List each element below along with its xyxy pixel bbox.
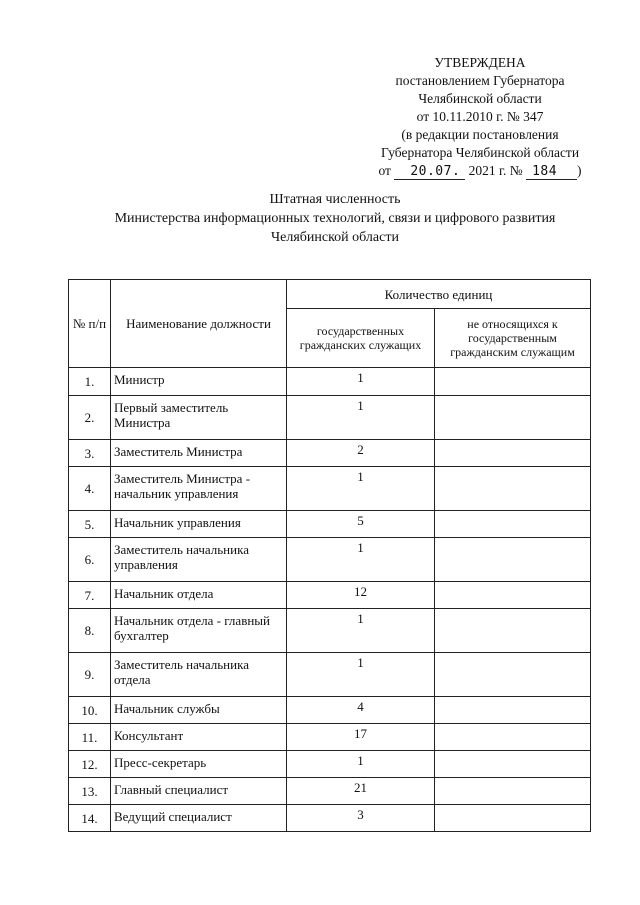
- table-row: [69, 609, 591, 653]
- approval-date: 20.07.: [394, 164, 465, 180]
- row-non-civil-count: [435, 511, 591, 538]
- title-line: Штатная численность: [269, 192, 401, 207]
- row-position: Главный специалист: [111, 778, 287, 805]
- row-position: Заместитель начальника отдела: [111, 653, 287, 697]
- row-civil-count: 1: [287, 396, 435, 440]
- table-row: [69, 697, 591, 724]
- row-position: Первый заместитель Министра: [111, 396, 287, 440]
- approval-line: (в редакции постановления: [401, 127, 559, 142]
- row-non-civil-count: [435, 724, 591, 751]
- approval-line: постановлением Губернатора: [395, 73, 565, 88]
- table-row: [69, 653, 591, 697]
- approval-year: 2021 г. №: [468, 163, 523, 178]
- header-non-civil: не относящихся к государственным гражданским служащим: [435, 309, 591, 368]
- row-non-civil-count: [435, 368, 591, 396]
- row-civil-count: 1: [287, 368, 435, 396]
- row-number: 13.: [69, 778, 111, 805]
- row-civil-count: 3: [287, 805, 435, 832]
- table-row: [69, 724, 591, 751]
- row-number: 10.: [69, 697, 111, 724]
- row-civil-count: 1: [287, 653, 435, 697]
- row-number: 8.: [69, 609, 111, 653]
- approval-number: 184: [526, 164, 577, 180]
- row-number: 9.: [69, 653, 111, 697]
- table-row: [69, 538, 591, 582]
- row-position: Начальник отдела - главный бухгалтер: [111, 609, 287, 653]
- row-civil-count: 17: [287, 724, 435, 751]
- row-number: 1.: [69, 368, 111, 396]
- document-title: [40, 190, 630, 247]
- approval-prefix: от: [378, 163, 391, 178]
- table-row: [69, 805, 591, 832]
- row-position: Пресс-секретарь: [111, 751, 287, 778]
- row-number: 6.: [69, 538, 111, 582]
- row-civil-count: 21: [287, 778, 435, 805]
- title-line: Челябинской области: [271, 230, 399, 245]
- table-row: [69, 396, 591, 440]
- row-position: Заместитель Министра: [111, 440, 287, 467]
- title-line: Министерства информационных технологий, связи и цифрового развития: [114, 211, 556, 226]
- row-non-civil-count: [435, 653, 591, 697]
- table-row: [69, 511, 591, 538]
- row-position: Начальник управления: [111, 511, 287, 538]
- table-row: [69, 368, 591, 396]
- row-position: Ведущий специалист: [111, 805, 287, 832]
- header-position: Наименование должности: [111, 280, 287, 368]
- row-position: Заместитель начальника управления: [111, 538, 287, 582]
- row-civil-count: 1: [287, 467, 435, 511]
- approval-line: Челябинской области: [418, 91, 542, 106]
- row-civil-count: 4: [287, 697, 435, 724]
- row-civil-count: 5: [287, 511, 435, 538]
- row-civil-count: 1: [287, 751, 435, 778]
- row-number: 14.: [69, 805, 111, 832]
- row-civil-count: 12: [287, 582, 435, 609]
- row-non-civil-count: [435, 538, 591, 582]
- approval-date-line: [330, 162, 630, 180]
- table-row: [69, 440, 591, 467]
- row-position: Консультант: [111, 724, 287, 751]
- row-position: Заместитель Министра - начальник управления: [111, 467, 287, 511]
- table-row: [69, 778, 591, 805]
- staff-table: [68, 279, 591, 832]
- row-number: 12.: [69, 751, 111, 778]
- table-row: [69, 467, 591, 511]
- header-num: № п/п: [69, 280, 111, 368]
- row-number: 2.: [69, 396, 111, 440]
- approval-close-paren: ): [577, 163, 582, 178]
- row-number: 5.: [69, 511, 111, 538]
- header-count-group: Количество единиц: [287, 280, 591, 309]
- row-number: 11.: [69, 724, 111, 751]
- row-non-civil-count: [435, 805, 591, 832]
- row-non-civil-count: [435, 396, 591, 440]
- table-row: [69, 582, 591, 609]
- approval-heading: УТВЕРЖДЕНА: [434, 55, 526, 70]
- row-civil-count: 1: [287, 609, 435, 653]
- row-non-civil-count: [435, 440, 591, 467]
- row-non-civil-count: [435, 778, 591, 805]
- row-non-civil-count: [435, 582, 591, 609]
- approval-stamp: [330, 54, 630, 180]
- row-position: Министр: [111, 368, 287, 396]
- row-position: Начальник отдела: [111, 582, 287, 609]
- row-civil-count: 2: [287, 440, 435, 467]
- table-row: [69, 751, 591, 778]
- row-non-civil-count: [435, 467, 591, 511]
- row-non-civil-count: [435, 697, 591, 724]
- row-number: 7.: [69, 582, 111, 609]
- row-civil-count: 1: [287, 538, 435, 582]
- approval-line: Губернатора Челябинской области: [380, 145, 580, 160]
- header-civil: государственных гражданских служащих: [287, 309, 435, 368]
- row-number: 3.: [69, 440, 111, 467]
- approval-line: от 10.11.2010 г. № 347: [416, 109, 544, 124]
- row-non-civil-count: [435, 751, 591, 778]
- row-non-civil-count: [435, 609, 591, 653]
- row-position: Начальник службы: [111, 697, 287, 724]
- row-number: 4.: [69, 467, 111, 511]
